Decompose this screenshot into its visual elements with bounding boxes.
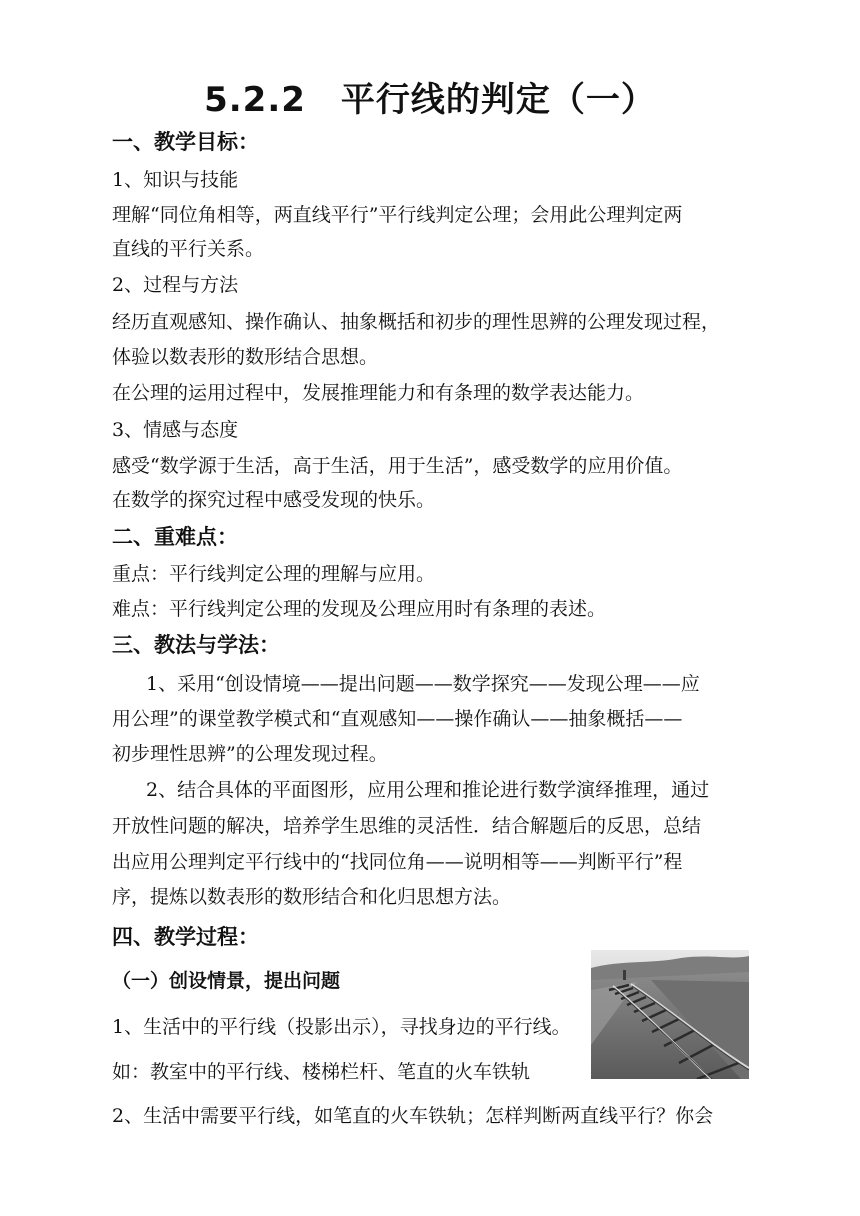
- paragraph-line: 理解“同位角相等，两直线平行”平行线判定公理；会用此公理判定两: [112, 204, 683, 226]
- subheading-attitude: 3、情感与态度: [112, 419, 239, 441]
- section-heading-key-points: 二、重难点：: [112, 525, 238, 549]
- paragraph-line: 序，提炼以数表形的数形结合和化归思想方法。: [112, 886, 512, 908]
- paragraph-line: 用公理”的课堂教学模式和“直观感知——操作确认——抽象概括——: [112, 708, 683, 730]
- railway-track-photo: [591, 950, 749, 1079]
- subheading-knowledge: 1、知识与技能: [112, 169, 239, 191]
- paragraph-line: 在公理的运用过程中，发展推理能力和有条理的数学表达能力。: [112, 382, 645, 404]
- subheading-process: 2、过程与方法: [112, 274, 239, 296]
- paragraph-line: 直线的平行关系。: [112, 238, 265, 260]
- paragraph-line: 体验以数表形的数形结合思想。: [112, 346, 379, 368]
- paragraph-line: 在数学的探究过程中感受发现的快乐。: [112, 489, 436, 511]
- paragraph-line: 开放性问题的解决，培养学生思维的灵活性．结合解题后的反思，总结: [112, 815, 702, 837]
- section-heading-teaching-process: 四、教学过程：: [112, 925, 259, 949]
- paragraph-line: 1、采用“创设情境——提出问题——数学探究——发现公理——应: [146, 673, 700, 695]
- paragraph-line: 感受“数学源于生活，高于生活，用于生活”，感受数学的应用价值。: [112, 455, 683, 477]
- page-title: 5.2.2 平行线的判定（一）: [204, 80, 656, 120]
- paragraph-line: 重点：平行线判定公理的理解与应用。: [112, 563, 436, 585]
- subsection-heading: （一）创设情景，提出问题: [112, 970, 341, 992]
- section-heading-methods: 三、教法与学法：: [112, 633, 280, 657]
- paragraph-line: 1、生活中的平行线（投影出示），寻找身边的平行线。: [112, 1016, 571, 1038]
- paragraph-line: 出应用公理判定平行线中的“找同位角——说明相等——判断平行”程: [112, 851, 683, 873]
- paragraph-line: 2、生活中需要平行线，如笔直的火车铁轨；怎样判断两直线平行？你会: [112, 1105, 714, 1127]
- section-heading-objectives: 一、教学目标：: [112, 130, 259, 154]
- paragraph-line: 2、结合具体的平面图形，应用公理和推论进行数学演绎推理，通过: [146, 779, 710, 801]
- paragraph-line: 经历直观感知、操作确认、抽象概括和初步的理性思辨的公理发现过程，: [112, 311, 721, 333]
- paragraph-line: 难点：平行线判定公理的发现及公理应用时有条理的表述。: [112, 598, 607, 620]
- paragraph-line: 初步理性思辨”的公理发现过程。: [112, 743, 388, 765]
- paragraph-line: 如：教室中的平行线、楼梯栏杆、笔直的火车铁轨: [112, 1061, 531, 1083]
